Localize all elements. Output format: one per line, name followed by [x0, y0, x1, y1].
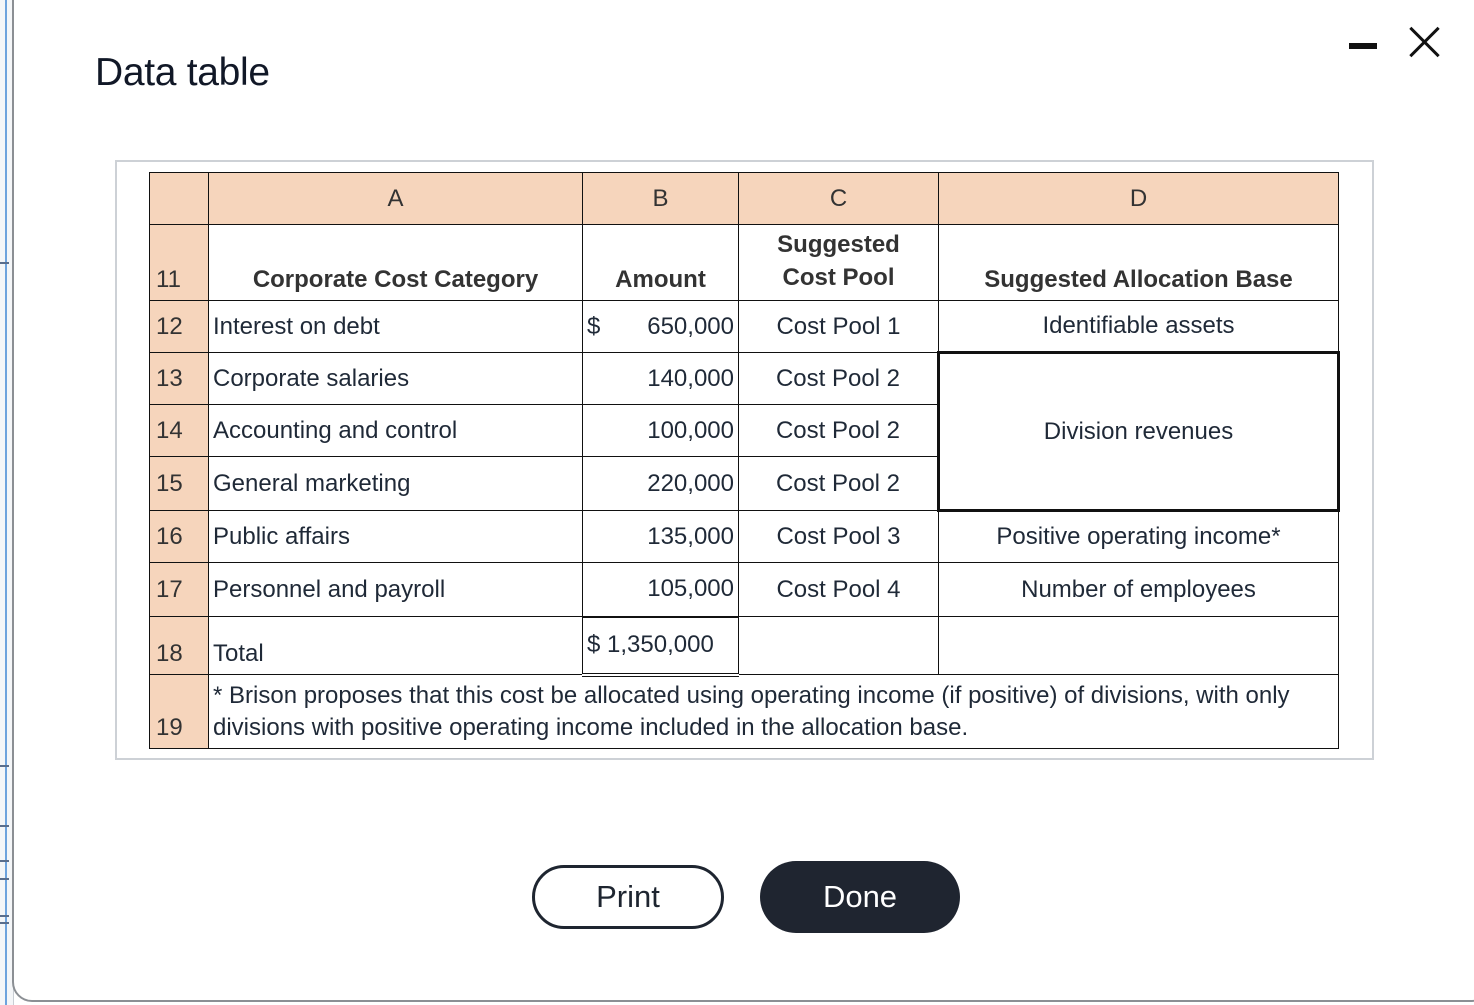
- total-row: [150, 617, 1339, 675]
- background-divider: [0, 915, 9, 917]
- amount-cell: 105,000: [583, 563, 739, 617]
- column-header-c: C: [739, 173, 939, 225]
- column-header-a: A: [209, 173, 583, 225]
- total-label: Total: [209, 617, 583, 675]
- amount-cell: [583, 301, 739, 353]
- allocation-base-cell: Positive operating income*: [939, 511, 1339, 563]
- note-row: [150, 675, 1339, 749]
- background-divider: [0, 878, 9, 880]
- amount-cell: 100,000: [583, 405, 739, 457]
- column-header-d: D: [939, 173, 1339, 225]
- cost-pool-cell: Cost Pool 2: [739, 457, 939, 511]
- empty-cell: [939, 617, 1339, 675]
- total-amount: $ 1,350,000: [583, 617, 739, 675]
- column-header-row: [150, 173, 1339, 225]
- cost-pool-cell: Cost Pool 3: [739, 511, 939, 563]
- footnote-text: * Brison proposes that this cost be allocated using operating income (if positive) of divisions, with only divisions with positive operating income included in the allocation base.: [209, 675, 1339, 749]
- row-number: 19: [150, 675, 209, 749]
- allocation-base-merged-cell: Division revenues: [939, 353, 1339, 511]
- category-cell: Accounting and control: [209, 405, 583, 457]
- background-divider: [0, 765, 9, 767]
- row-number: 12: [150, 301, 209, 353]
- row-number: 11: [150, 225, 209, 301]
- allocation-base-header: Suggested Allocation Base: [939, 225, 1339, 301]
- column-header-b: B: [583, 173, 739, 225]
- row-number: 18: [150, 617, 209, 675]
- print-button[interactable]: Print: [532, 865, 724, 929]
- category-cell: Public affairs: [209, 511, 583, 563]
- cost-pool-header-line1: Suggested: [777, 231, 900, 258]
- table-row: [150, 225, 1339, 301]
- row-number: 15: [150, 457, 209, 511]
- currency-symbol: $: [587, 312, 601, 340]
- category-cell: Corporate salaries: [209, 353, 583, 405]
- amount-cell: 220,000: [583, 457, 739, 511]
- close-icon[interactable]: [1408, 24, 1442, 58]
- cost-pool-header-line2: Cost Pool: [782, 264, 895, 291]
- category-cell: Interest on debt: [209, 301, 583, 353]
- data-table: [149, 172, 1340, 749]
- table-row: [150, 353, 1339, 405]
- minimize-icon[interactable]: [1346, 29, 1378, 55]
- allocation-base-cell: Number of employees: [939, 563, 1339, 617]
- category-cell: General marketing: [209, 457, 583, 511]
- background-divider: [0, 922, 9, 924]
- row-number: 14: [150, 405, 209, 457]
- background-divider: [0, 262, 9, 264]
- background-divider: [0, 825, 9, 827]
- cost-pool-cell: Cost Pool 4: [739, 563, 939, 617]
- amount-header: Amount: [583, 225, 739, 301]
- cost-pool-cell: Cost Pool 2: [739, 353, 939, 405]
- table-row: [150, 511, 1339, 563]
- corner-cell: [150, 173, 209, 225]
- cost-pool-cell: Cost Pool 1: [739, 301, 939, 353]
- table-row: [150, 301, 1339, 353]
- empty-cell: [739, 617, 939, 675]
- allocation-base-cell: Identifiable assets: [939, 301, 1339, 353]
- background-divider: [0, 860, 9, 862]
- dialog-title: Data table: [95, 51, 270, 94]
- cost-pool-header: [739, 225, 939, 301]
- table-row: [150, 563, 1339, 617]
- row-number: 17: [150, 563, 209, 617]
- background-edge-line: [5, 0, 7, 1005]
- row-number: 13: [150, 353, 209, 405]
- category-cell: Personnel and payroll: [209, 563, 583, 617]
- category-header: Corporate Cost Category: [209, 225, 583, 301]
- amount-cell: 135,000: [583, 511, 739, 563]
- done-button[interactable]: Done: [760, 861, 960, 933]
- amount-cell: 140,000: [583, 353, 739, 405]
- row-number: 16: [150, 511, 209, 563]
- cost-pool-cell: Cost Pool 2: [739, 405, 939, 457]
- amount-value: 650,000: [647, 312, 734, 340]
